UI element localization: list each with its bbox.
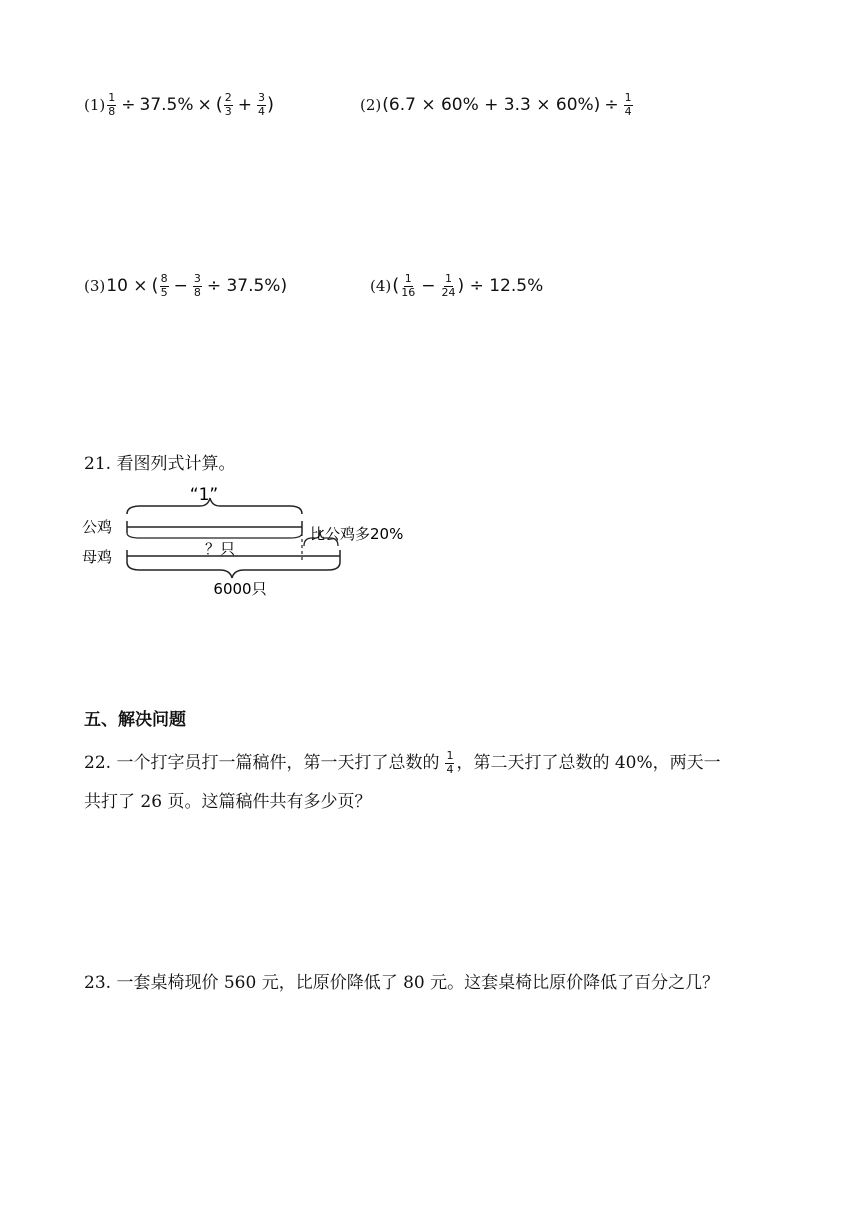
problem-4-label: (4)	[370, 276, 392, 295]
fraction: $\frac{8}{5}$	[160, 272, 168, 299]
question-22-line1: 22. 一个打字员打一篇稿件，第一天打了总数的 $\frac{1}{4}$ ，第二天打了总数的 40%，两天一	[84, 749, 721, 776]
problem-3-label: (3)	[84, 276, 106, 295]
problem-3: (3) 10 × ( $\frac{8}{5}$ − $\frac{3}{8}$ ÷ 37.5%)	[84, 272, 288, 299]
line-segment-diagram	[80, 484, 440, 602]
rooster-label: 公鸡	[82, 518, 113, 536]
fraction: $\frac{1}{4}$	[446, 749, 454, 776]
problem-1: (1) $\frac{1}{8}$ ÷ 37.5% × ( $\frac{2}{3}$ + $\frac{3}{4}$ )	[84, 91, 275, 118]
total-label: 6000只	[213, 580, 267, 598]
fraction: $\frac{3}{4}$	[258, 91, 266, 118]
more-label: 比公鸡多20%	[310, 525, 404, 543]
brace-bottom	[127, 562, 340, 578]
hen-label: 母鸡	[82, 548, 113, 566]
fraction: $\frac{1}{16}$	[401, 272, 416, 299]
fraction: $\frac{3}{8}$	[193, 272, 201, 299]
problem-1-label: (1)	[84, 95, 106, 114]
fraction: $\frac{1}{4}$	[624, 91, 632, 118]
question-22-line2: 共打了 26 页。这篇稿件共有多少页？	[84, 792, 372, 812]
fraction: $\frac{1}{24}$	[441, 272, 456, 299]
problem-2: (2) (6.7 × 60% + 3.3 × 60%) ÷ $\frac{1}{4}$	[360, 91, 632, 118]
problem-2-label: (2)	[360, 95, 382, 114]
question-23: 23. 一套桌椅现价 560 元，比原价降低了 80 元。这套桌椅比原价降低了百分之几？	[84, 973, 720, 993]
one-label: “1”	[189, 485, 219, 505]
problem-4: (4) ( $\frac{1}{16}$ − $\frac{1}{24}$ ) ÷ 12.5%	[370, 272, 544, 299]
question-label: ？只	[204, 540, 236, 558]
question-21-title: 21. 看图列式计算。	[84, 454, 236, 474]
section-heading: 五、解决问题	[84, 710, 186, 730]
fraction: $\frac{1}{8}$	[108, 91, 116, 118]
fraction: $\frac{2}{3}$	[224, 91, 232, 118]
brace-rooster	[127, 533, 302, 538]
